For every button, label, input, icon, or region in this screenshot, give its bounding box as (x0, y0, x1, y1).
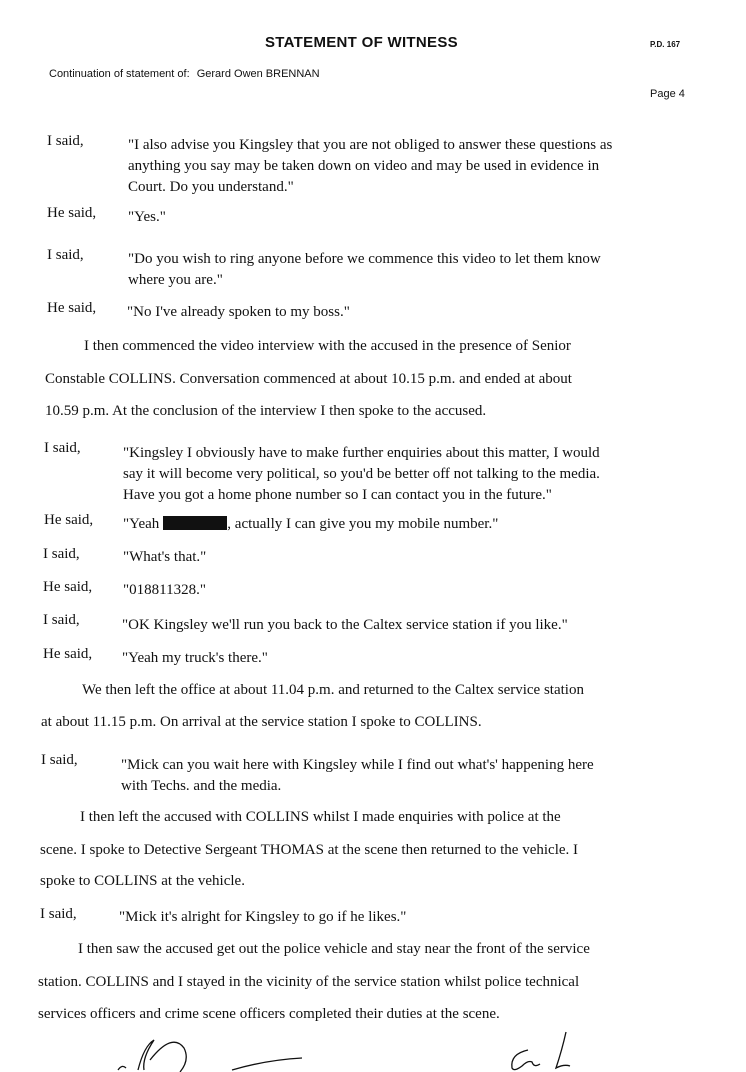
text-line: anything you say may be taken down on video and may be used in evidence in (128, 158, 600, 174)
text-line: "Mick can you wait here with Kingsley while I find out what's' happening here (121, 757, 594, 773)
continuation-line (49, 68, 320, 80)
dialogue-text (123, 514, 498, 535)
document-title: STATEMENT OF WITNESS (265, 34, 458, 51)
text-line: "Yes." (128, 209, 166, 225)
narrative-line: I then saw the accused get out the police vehicle and stay near the front of the service (78, 941, 590, 957)
dialogue-text (119, 907, 406, 928)
text-fragment: , actually I can give you my mobile number." (227, 516, 499, 532)
speaker-label: He said, (43, 579, 93, 595)
speaker-label: I said, (40, 906, 77, 922)
narrative-line: services officers and crime scene officers completed their duties at the scene. (38, 1006, 500, 1022)
speaker-label: I said, (41, 752, 78, 768)
narrative-line: at about 11.15 p.m. On arrival at the service station I spoke to COLLINS. (41, 714, 482, 730)
speaker-label: He said, (44, 512, 94, 528)
narrative-line: Constable COLLINS. Conversation commenced at about 10.15 p.m. and ended at about (45, 371, 572, 387)
witness-name: Gerard Owen BRENNAN (196, 68, 320, 80)
text-line: "Kingsley I obviously have to make further enquiries about this matter, I would (123, 445, 600, 461)
text-line: "I also advise you Kingsley that you are not obliged to answer these questions as (128, 137, 613, 153)
text-line: with Techs. and the media. (121, 778, 282, 794)
dialogue-text (123, 580, 206, 601)
dialogue-text (128, 135, 708, 198)
text-line: Court. Do you understand." (128, 179, 294, 195)
speaker-label: I said, (47, 247, 84, 263)
narrative-line: I then left the accused with COLLINS whilst I made enquiries with police at the (80, 809, 561, 825)
dialogue-text (122, 615, 568, 636)
dialogue-text (128, 207, 166, 228)
speaker-label: I said, (44, 440, 81, 456)
signature-left (118, 1040, 302, 1072)
dialogue-text (122, 648, 268, 669)
text-line: "No I've already spoken to my boss." (127, 304, 350, 320)
text-line: "What's that." (123, 549, 207, 565)
speaker-label: I said, (47, 133, 84, 149)
signatures (0, 1030, 746, 1072)
text-line: "Mick it's alright for Kingsley to go if he likes." (119, 909, 407, 925)
text-line: "Yeah my truck's there." (122, 650, 268, 666)
speaker-label: He said, (47, 205, 97, 221)
continuation-label: Continuation of statement of: (49, 68, 190, 80)
speaker-label: I said, (43, 612, 80, 628)
speaker-label: I said, (43, 546, 80, 562)
text-fragment: "Yeah (123, 516, 160, 532)
narrative-line: station. COLLINS and I stayed in the vicinity of the service station whilst police technical (38, 974, 580, 990)
narrative-line: scene. I spoke to Detective Sergeant THOMAS at the scene then returned to the vehicle. I (40, 842, 579, 858)
narrative-line: I then commenced the video interview with the accused in the presence of Senior (84, 338, 571, 354)
page-number: Page 4 (650, 88, 685, 100)
text-line: "Do you wish to ring anyone before we commence this video to let them know (128, 251, 601, 267)
dialogue-text (121, 755, 594, 797)
text-line: Have you got a home phone number so I can contact you in the future." (123, 487, 552, 503)
text-line: "OK Kingsley we'll run you back to the Caltex service station if you like." (122, 617, 568, 633)
text-line: say it will become very political, so you'd be better off not talking to the media. (123, 466, 600, 482)
text-line: "018811328." (123, 582, 206, 598)
text-line: where you are." (128, 272, 223, 288)
dialogue-text (127, 302, 350, 323)
dialogue-text (123, 443, 600, 506)
signature-right (512, 1032, 570, 1070)
narrative-line: 10.59 p.m. At the conclusion of the interview I then spoke to the accused. (45, 403, 487, 419)
dialogue-text (128, 249, 601, 291)
dialogue-text (123, 547, 206, 568)
narrative-line: We then left the office at about 11.04 p.m. and returned to the Caltex service station (82, 682, 584, 698)
narrative-line: spoke to COLLINS at the vehicle. (40, 873, 245, 889)
speaker-label: He said, (43, 646, 93, 662)
form-number: P.D. 167 (650, 40, 681, 49)
redaction-bar (163, 516, 227, 530)
speaker-label: He said, (47, 300, 97, 316)
